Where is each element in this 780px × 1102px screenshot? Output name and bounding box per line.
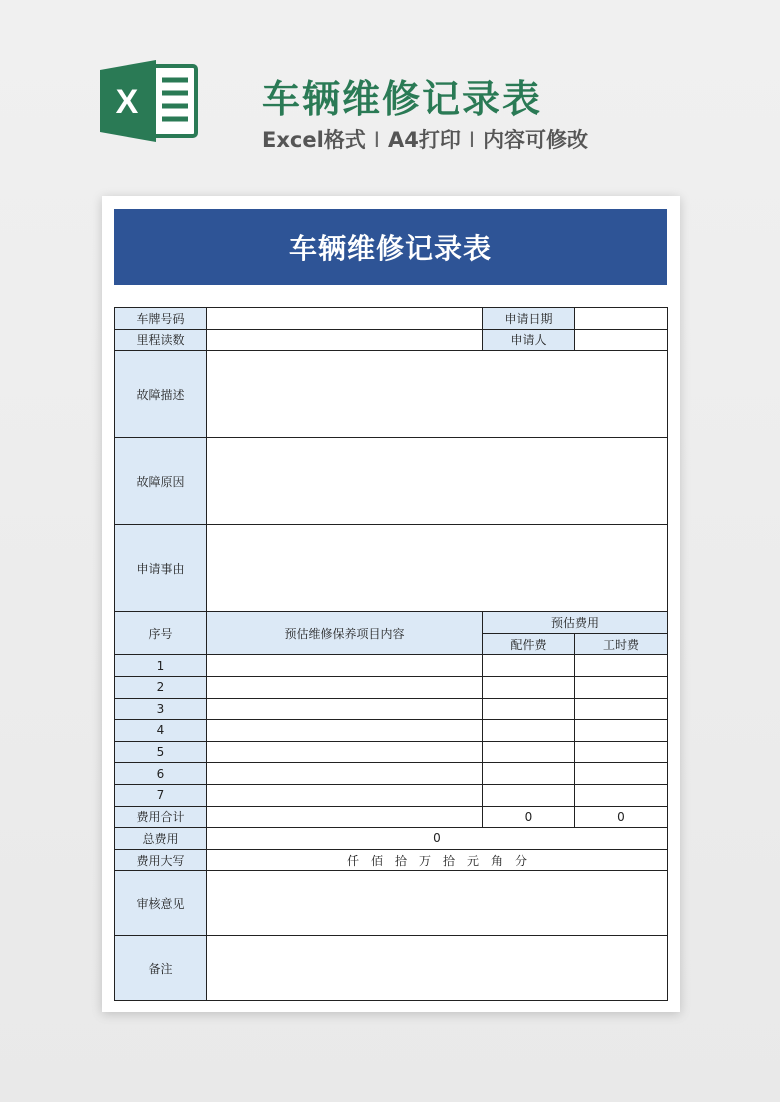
total-value: 0: [207, 828, 668, 850]
fault-cause-field[interactable]: [207, 438, 668, 525]
amount-words-label: 费用大写: [115, 849, 207, 871]
labor-fee-cell[interactable]: [575, 763, 668, 785]
review-field[interactable]: [207, 871, 668, 936]
row-number: 6: [115, 763, 207, 785]
labor-fee-cell[interactable]: [575, 784, 668, 806]
row-number: 4: [115, 720, 207, 742]
unit-wan: 万: [418, 853, 431, 868]
document-banner: 车辆维修记录表: [114, 209, 667, 285]
subtotal-label: 费用合计: [115, 806, 207, 828]
parts-fee-cell[interactable]: [483, 655, 575, 677]
page-title: 车辆维修记录表: [262, 77, 543, 121]
applicant-label: 申请人: [483, 329, 575, 351]
labor-fee-header: 工时费: [575, 633, 668, 655]
separator: I: [373, 128, 380, 152]
plate-field[interactable]: [207, 308, 483, 330]
amount-words-field[interactable]: [207, 849, 668, 871]
separator: I: [468, 128, 476, 152]
parts-fee-cell[interactable]: [483, 698, 575, 720]
reason-label: 申请事由: [115, 525, 207, 612]
mileage-field[interactable]: [207, 329, 483, 351]
svg-text:X: X: [115, 83, 139, 121]
item-content-cell[interactable]: [207, 763, 483, 785]
row-number: 2: [115, 676, 207, 698]
parts-fee-cell[interactable]: [483, 784, 575, 806]
labor-fee-cell[interactable]: [575, 720, 668, 742]
parts-fee-header: 配件费: [483, 633, 575, 655]
review-label: 审核意见: [115, 871, 207, 936]
excel-icon: [100, 60, 200, 142]
item-content-cell[interactable]: [207, 741, 483, 763]
subtitle-format: Excel格式: [262, 128, 366, 152]
fault-cause-label: 故障原因: [115, 438, 207, 525]
unit-qian: 仟: [346, 853, 359, 868]
apply-date-field[interactable]: [575, 308, 668, 330]
apply-date-label: 申请日期: [483, 308, 575, 330]
row-number: 1: [115, 655, 207, 677]
remarks-label: 备注: [115, 936, 207, 1001]
seq-header: 序号: [115, 612, 207, 655]
table-row: [115, 698, 668, 720]
repair-record-form: [114, 307, 668, 1001]
subtitle: [262, 124, 588, 154]
table-row: [115, 720, 668, 742]
item-content-cell[interactable]: [207, 698, 483, 720]
unit-jiao: 角: [491, 853, 504, 868]
unit-fen: 分: [515, 853, 528, 868]
parts-fee-cell[interactable]: [483, 763, 575, 785]
unit-bai: 佰: [370, 853, 383, 868]
parts-fee-cell[interactable]: [483, 741, 575, 763]
subtitle-editable: 内容可修改: [483, 128, 589, 152]
parts-fee-cell[interactable]: [483, 676, 575, 698]
total-label: 总费用: [115, 828, 207, 850]
table-row: [115, 676, 668, 698]
subtotal-parts-value: 0: [483, 806, 575, 828]
item-content-cell[interactable]: [207, 784, 483, 806]
unit-shi: 拾: [394, 853, 407, 868]
table-row: [115, 784, 668, 806]
labor-fee-cell[interactable]: [575, 698, 668, 720]
est-cost-header: 预估费用: [483, 612, 668, 634]
fault-desc-label: 故障描述: [115, 351, 207, 438]
item-content-cell[interactable]: [207, 720, 483, 742]
labor-fee-cell[interactable]: [575, 676, 668, 698]
labor-fee-cell[interactable]: [575, 741, 668, 763]
table-row: [115, 655, 668, 677]
table-row: [115, 741, 668, 763]
applicant-field[interactable]: [575, 329, 668, 351]
fault-desc-field[interactable]: [207, 351, 668, 438]
parts-fee-cell[interactable]: [483, 720, 575, 742]
unit-yuan: 元: [467, 853, 480, 868]
content-header: 预估维修保养项目内容: [207, 612, 483, 655]
reason-field[interactable]: [207, 525, 668, 612]
mileage-label: 里程读数: [115, 329, 207, 351]
plate-label: 车牌号码: [115, 308, 207, 330]
subtitle-print: A4打印: [387, 128, 461, 152]
table-row: [115, 763, 668, 785]
row-number: 3: [115, 698, 207, 720]
row-number: 7: [115, 784, 207, 806]
unit-shi: 拾: [443, 853, 456, 868]
subtotal-blank: [207, 806, 483, 828]
labor-fee-cell[interactable]: [575, 655, 668, 677]
item-content-cell[interactable]: [207, 655, 483, 677]
item-content-cell[interactable]: [207, 676, 483, 698]
row-number: 5: [115, 741, 207, 763]
subtotal-labor-value: 0: [575, 806, 668, 828]
remarks-field[interactable]: [207, 936, 668, 1001]
